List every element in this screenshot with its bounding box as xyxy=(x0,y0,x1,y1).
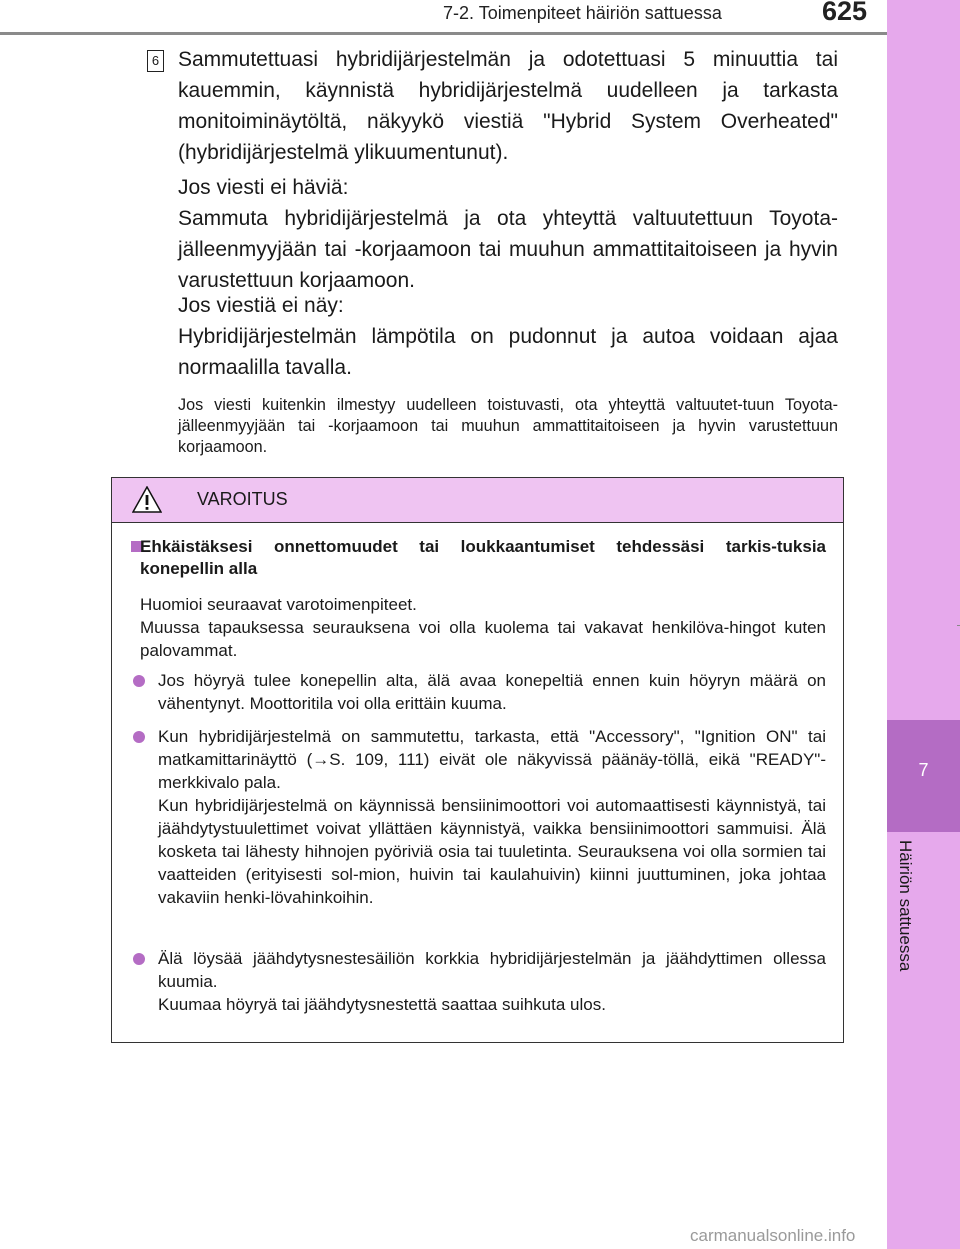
chapter-number: 7 xyxy=(918,760,929,780)
step-paragraph: Sammutettuasi hybridijärjestelmän ja odotettuasi 5 minuuttia tai kauemmin, käynnistä hybridijärjestelmä uudelleen ja tarkasta monitoiminäytöltä, näkyykö viestiä "Hybrid System Overheated" (hybridijärjestelmä ylikuumentunut). xyxy=(178,48,838,164)
header-rule xyxy=(0,32,887,35)
page-number: 625 xyxy=(822,0,868,26)
if-visible-text: Sammuta hybridijärjestelmä ja ota yhteyttä valtuutettuun Toyota-jälleenmyyjään tai -korjaamoon tai muuhun ammattitaitoiseen ja hyvin varustettuun korjaamoon. xyxy=(178,207,838,292)
warning-bullet-text: Jos höyryä tulee konepellin alta, älä avaa konepeltiä ennen kuin höyryn määrä on vähentynyt. Moottoritila voi olla erittäin kuuma. xyxy=(158,671,826,713)
if-not-visible-text: Hybridijärjestelmän lämpötila on pudonnut ja autoa voidaan ajaa normaalilla tavalla. xyxy=(178,325,838,379)
watermark: carmanualsonline.info xyxy=(690,1226,856,1245)
chapter-side-tab xyxy=(887,0,960,1249)
warning-heading: Ehkäistäksesi onnettomuudet tai loukkaantumiset tehdessäsi tarkis-tuksia konepellin alla xyxy=(140,537,826,578)
warning-label: VAROITUS xyxy=(197,489,288,509)
warning-bullet xyxy=(140,947,826,1016)
chapter-title: Häiriön sattuessa xyxy=(896,840,915,972)
if-visible-heading: Jos viesti ei häviä: xyxy=(178,176,349,199)
step-number-badge: 6 xyxy=(147,50,164,72)
section-header: 7-2. Toimenpiteet häiriön sattuessa xyxy=(443,3,722,23)
warning-bullet xyxy=(140,669,826,715)
warning-bullet-text: Kun hybridijärjestelmä on sammutettu, tarkasta, että "Accessory", "Ignition ON" tai matkamittarinäyttö (→S. 109, 111) eivät ole näkyvissä päänäy-töllä, eikä "READY"-merkkivalo pala. Kun hybridijärjestelmä on käynnissä bensiinimoottori voi automaattisesti käynnistyä, tai jäähdytystuulettimet voivat yllättäen käynnistyä, vaikka bensiinimoottori sammuisi. Älä kosketa tai lähesty hihnojen pyöriviä osia tai tuuletinta. Seurauksena voi olla sormien tai vaatteiden (erityisesti sol-mion, huivin tai kaulahuivin) kiinni juuttuminen, joka johtaa vakaviin henki-lövahinkoihin. xyxy=(158,727,826,907)
warning-bullet xyxy=(140,725,826,909)
warning-triangle-icon xyxy=(132,486,162,513)
warning-intro: Huomioi seuraavat varotoimenpiteet. Muussa tapauksessa seurauksena voi olla kuolema tai vakavat henkilöva-hingot kuten palovammat. xyxy=(140,595,826,660)
if-not-visible-heading: Jos viestiä ei näy: xyxy=(178,294,344,317)
warning-header xyxy=(112,478,843,523)
warning-bullet-text: Älä löysää jäähdytysnestesäiliön korkkia hybridijärjestelmän ja jäähdyttimen ollessa kuumia. Kuumaa höyryä tai jäähdytysnestettä saattaa suihkuta ulos. xyxy=(158,949,826,1014)
warning-box xyxy=(111,477,844,1043)
repeat-note: Jos viesti kuitenkin ilmestyy uudelleen toistuvasti, ota yhteyttä valtuutet-tuun Toyota-jälleenmyyjään tai -korjaamoon tai muuhun ammattitaitoiseen ja hyvin varustettuun korjaamoon. xyxy=(178,396,838,456)
